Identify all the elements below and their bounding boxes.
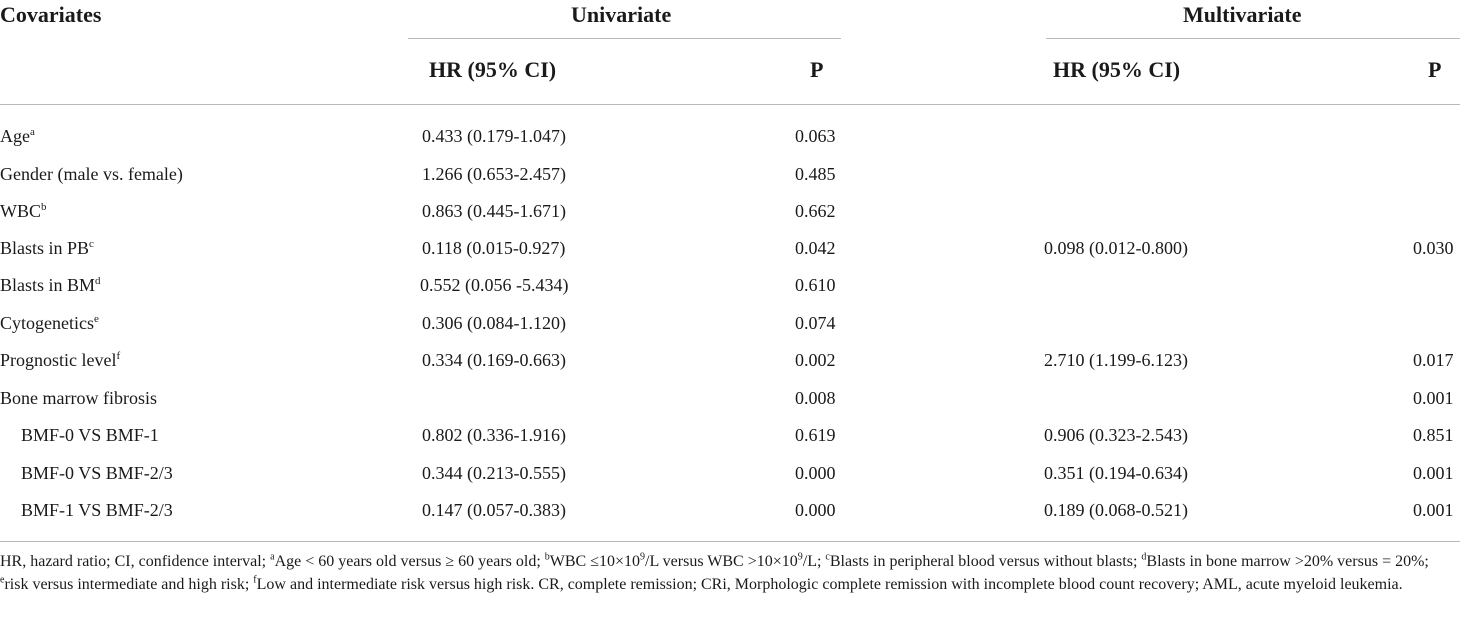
row-label-blasts-bm: Blasts in $BM^d$ <box>0 275 101 295</box>
row-label-age: Age$^a$ <box>0 126 35 146</box>
row-uni-p: 0.063 <box>795 126 836 146</box>
row-uni-hr: 0.863 (0.445-1.671) <box>422 201 566 221</box>
row-label-blasts-pb: Blasts in $PB^c$ <box>0 238 94 258</box>
row-uni-p: 0.074 <box>795 313 836 333</box>
header-p-univariate: P <box>810 57 824 82</box>
row-uni-hr: 0.334 (0.169-0.663) <box>422 350 566 370</box>
row-uni-p: 0.000 <box>795 500 836 520</box>
row-uni-hr: 0.552 (0.056 -5.434) <box>420 275 569 295</box>
header-hr-multivariate: HR (95% CI) <box>1053 57 1181 82</box>
row-multi-hr: 0.189 (0.068-0.521) <box>1044 500 1188 520</box>
row-uni-hr: 0.433 (0.179-1.047) <box>422 126 566 146</box>
row-uni-hr: 0.802 (0.336-1.916) <box>422 425 566 445</box>
header-bottom-rule <box>0 104 1460 105</box>
row-label-bmf0-vs-bmf1: BMF-0 VS BMF-1 <box>21 425 159 445</box>
row-multi-hr: 2.710 (1.199-6.123) <box>1044 350 1188 370</box>
header-multivariate: Multivariate <box>1183 2 1302 27</box>
row-uni-p: 0.619 <box>795 425 836 445</box>
header-covariates: Covariates <box>0 2 102 27</box>
row-label-bone-marrow-fibrosis: Bone marrow fibrosis <box>0 388 157 408</box>
row-uni-hr: 0.118 (0.015-0.927) <box>422 238 566 258</box>
row-multi-hr: 0.098 (0.012-0.800) <box>1044 238 1188 258</box>
univariate-rule <box>408 38 841 39</box>
row-uni-hr: 0.306 (0.084-1.120) <box>422 313 566 333</box>
row-uni-p: 0.000 <box>795 463 836 483</box>
row-label-cytogenetics: Cytogenetics$^e$ <box>0 313 99 333</box>
row-uni-p: 0.042 <box>795 238 836 258</box>
header-hr-univariate: HR (95% CI) <box>429 57 557 82</box>
row-label-wbc: WBC$^b$ <box>0 201 47 221</box>
row-uni-p: 0.610 <box>795 275 836 295</box>
row-uni-p: 0.008 <box>795 388 836 408</box>
row-multi-p: 0.001 <box>1413 500 1454 520</box>
table-bottom-rule <box>0 541 1460 542</box>
row-label-bmf0-vs-bmf23: BMF-0 VS BMF-2/3 <box>21 463 173 483</box>
row-multi-p: 0.001 <box>1413 388 1454 408</box>
row-multi-p: 0.030 <box>1413 238 1454 258</box>
row-uni-p: 0.485 <box>795 164 836 184</box>
table-footnote: HR, hazard ratio; CI, confidence interval; $^a$Age < 60 years old versus ≥ 60 years old; $^bWBC \le 10\times 10^9/L$ versus WBC $>10\times 10^9/L$; $^c$Blasts in peripheral blood versus without blasts; $^d$Blasts in bone marrow >20% versus = 20%; $^e$risk versus intermediate and high risk; $^f$Low and intermediate risk versus high risk. CR, complete remission; CRi, Morphologic complete remission with incomplete blood count recovery; AML, acute myeloid leukemia. <box>0 551 1429 593</box>
header-univariate: Univariate <box>571 2 672 27</box>
row-label-gender: Gender (male vs. female) <box>0 164 183 184</box>
row-uni-p: 0.002 <box>795 350 836 370</box>
row-uni-p: 0.662 <box>795 201 836 221</box>
row-multi-hr: 0.906 (0.323-2.543) <box>1044 425 1188 445</box>
row-multi-hr: 0.351 (0.194-0.634) <box>1044 463 1188 483</box>
row-uni-hr: 1.266 (0.653-2.457) <box>422 164 566 184</box>
row-multi-p: 0.851 <box>1413 425 1454 445</box>
multivariate-rule <box>1046 38 1460 39</box>
row-multi-p: 0.017 <box>1413 350 1454 370</box>
row-uni-hr: 0.147 (0.057-0.383) <box>422 500 566 520</box>
header-p-multivariate: P <box>1428 57 1442 82</box>
row-label-prognostic-level: Prognostic level$^f$ <box>0 350 121 370</box>
row-label-bmf1-vs-bmf23: BMF-1 VS BMF-2/3 <box>21 500 173 520</box>
row-uni-hr: 0.344 (0.213-0.555) <box>422 463 566 483</box>
row-multi-p: 0.001 <box>1413 463 1454 483</box>
